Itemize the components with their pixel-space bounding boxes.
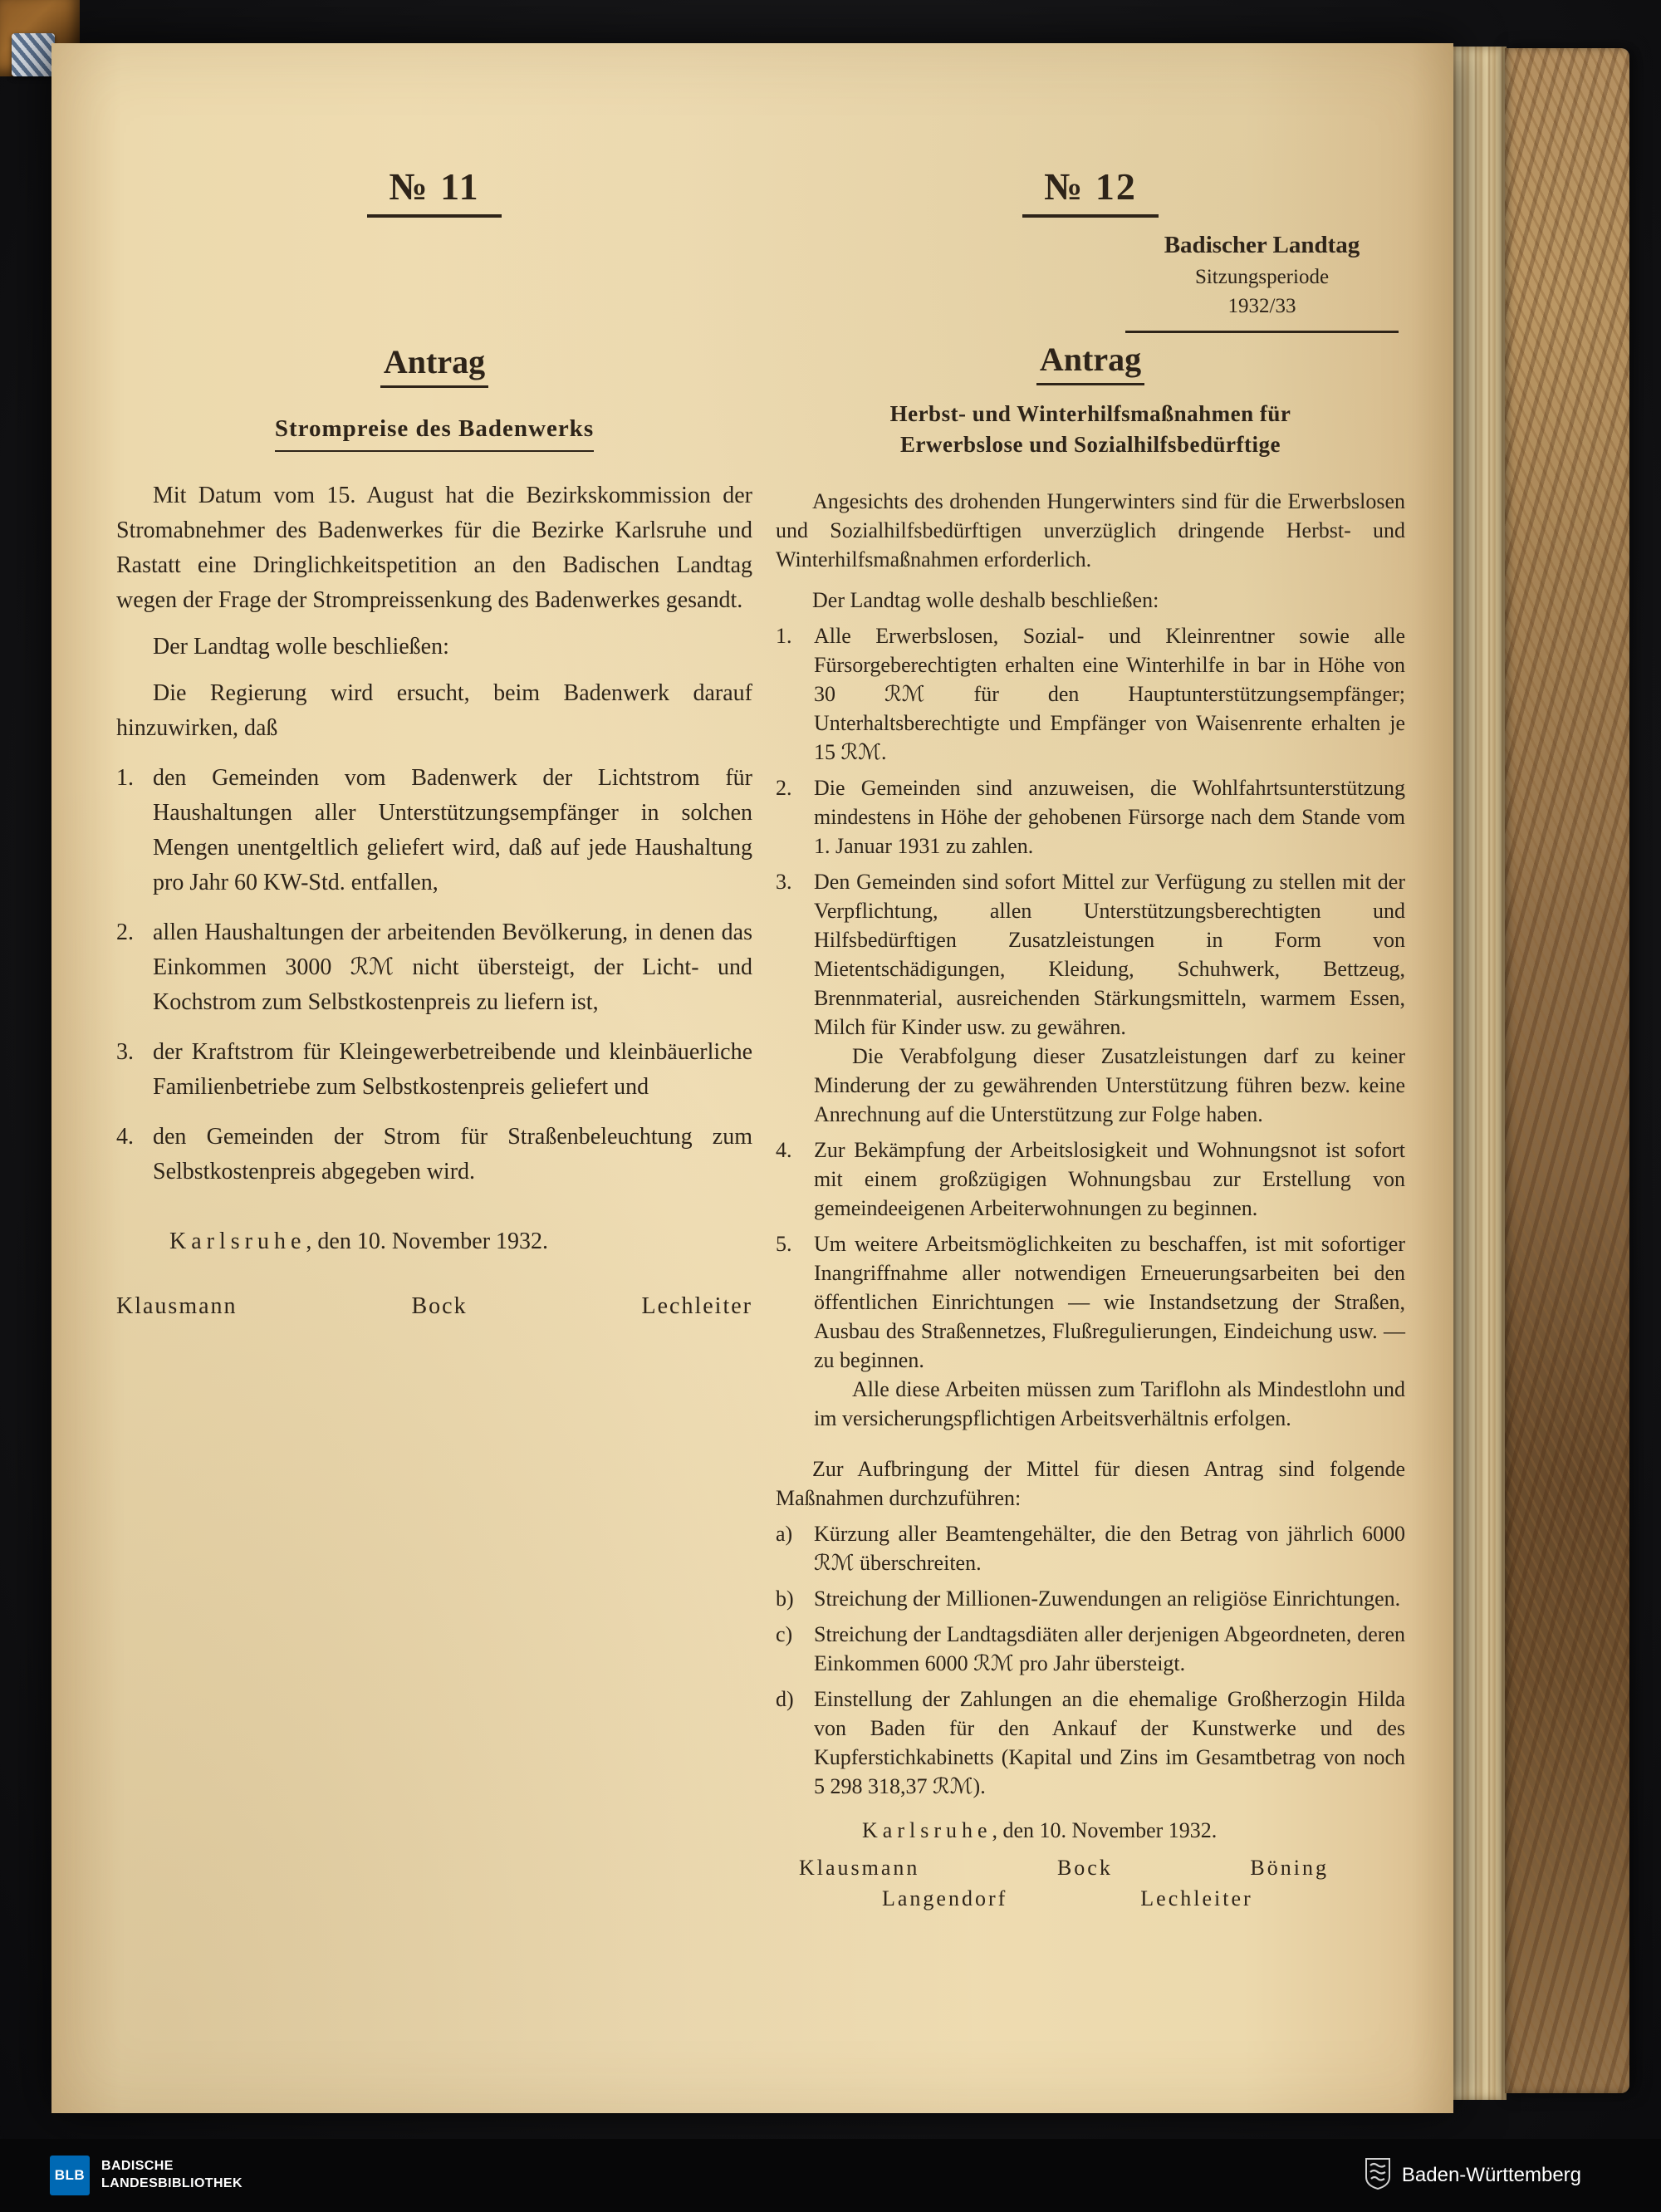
library-name-line1: BADISCHE	[101, 2159, 174, 2174]
list-item	[776, 1584, 1405, 1613]
dateline-rest: , den 10. November 1932.	[306, 1229, 549, 1255]
list-marker: 2.	[776, 775, 792, 800]
state-label: Baden-Württemberg	[1401, 2164, 1581, 2186]
resolution-intro: Der Landtag wolle deshalb beschließen:	[812, 587, 1159, 612]
document-number-text: № 11	[367, 164, 501, 218]
dateline-city: Karlsruhe	[169, 1229, 306, 1255]
funding-list	[776, 1519, 1405, 1801]
list-marker: a)	[776, 1521, 793, 1546]
signature: Klausmann	[116, 1293, 238, 1320]
list-body	[814, 867, 1405, 1129]
antrag-title: Antrag	[116, 342, 752, 388]
dateline-rest: , den 10. November 1932.	[992, 1817, 1218, 1842]
list-text: Zur Bekämpfung der Arbeitslosigkeit und Wohnungsnot ist sofort mit einem großzügigen Wohnungsbau zur Erstellung von gemeindeeigenen Arbeiterwohnungen zu beginnen.	[814, 1137, 1405, 1220]
signatures-row-1	[776, 1853, 1405, 1882]
antrag-subtitle	[776, 399, 1405, 460]
dateline	[776, 1816, 1405, 1845]
library-name	[101, 2158, 243, 2193]
list-marker: 1.	[116, 765, 134, 792]
session-years: 1932/33	[1227, 295, 1296, 318]
list-text: Alle Erwerbslosen, Sozial- und Kleinrentner sowie alle Fürsorgeberechtigten erhalten eine Winterhilfe in bar in Höhe von 30 ℛℳ für den Hauptunterstützungsempfänger; Unterhaltsberechtigte und Empfänger von Waisenrente erhalten je 15 ℛℳ.	[814, 623, 1405, 764]
list-text: Den Gemeinden sind sofort Mittel zur Verfügung zu stellen mit der Verpflichtung, allen Unterstützungsberechtigten und Hilfsbedürftigen Zusatzleistungen in Form von Mietentschädigungen, Kleidung, Schuhwerk, Bettzeug, Brennmaterial, ausreichenden Stärkungsmitteln, warmem Essen, Milch für Kinder usw. zu gewähren.	[814, 869, 1405, 1039]
antrag-title: Antrag	[776, 340, 1405, 385]
list-item	[116, 1120, 752, 1189]
subtitle-line: Herbst- und Winterhilfsmaßnahmen für	[889, 400, 1291, 426]
intro-paragraph: Angesichts des drohenden Hungerwinters sind für die Erwerbslosen und Sozialhilfsbedürftigen unverzüglich dringende Herbst- und Winterhilfsmaßnahmen erforderlich.	[776, 488, 1405, 571]
signature: Bock	[1056, 1855, 1113, 1880]
list-marker: 3.	[116, 1039, 134, 1066]
list-body	[814, 1229, 1405, 1433]
state-branding	[1364, 2157, 1581, 2195]
list-item	[776, 1229, 1405, 1433]
session-header	[1119, 229, 1405, 333]
document-number-text: № 12	[1022, 164, 1159, 218]
list-text: Streichung der Millionen-Zuwendungen an religiöse Einrichtungen.	[814, 1586, 1401, 1611]
scanned-page	[51, 43, 1453, 2113]
document-number	[116, 164, 752, 218]
dateline	[116, 1224, 752, 1259]
list-marker: c)	[776, 1621, 793, 1646]
list-item	[776, 621, 1405, 767]
list-text: den Gemeinden der Strom für Straßenbeleuchtung zum Selbstkostenpreis abgegeben wird.	[153, 1124, 752, 1185]
blb-logo	[50, 2156, 90, 2195]
funding-intro: Zur Aufbringung der Mittel für diesen Antrag sind folgende Maßnahmen durchzuführen:	[776, 1456, 1405, 1510]
list-subparagraph: Die Verabfolgung dieser Zusatzleistungen darf zu keiner Minderung der zu gewährenden Unterstützung führen bezw. keine Anrechnung auf die Unterstützung zur Folge haben.	[814, 1043, 1405, 1126]
signature: Klausmann	[799, 1855, 920, 1880]
book-headband	[12, 33, 55, 76]
signatures-row-2	[776, 1884, 1405, 1913]
request-paragraph: Die Regierung wird ersucht, beim Badenwerk darauf hinzuwirken, daß	[116, 680, 752, 742]
list-item	[776, 1135, 1405, 1223]
list-text: Die Gemeinden sind anzuweisen, die Wohlfahrtsunterstützung mindestens in Höhe der gehobenen Fürsorge nach dem Stande vom 1. Januar 1931 zu zahlen.	[814, 775, 1405, 858]
list-marker: d)	[776, 1686, 794, 1711]
signatures	[116, 1289, 752, 1324]
measures-list	[776, 621, 1405, 1433]
library-name-line2: LANDESBIBLIOTHEK	[101, 2176, 243, 2190]
divider-rule	[1125, 331, 1399, 333]
intro-paragraph: Mit Datum vom 15. August hat die Bezirkskommission der Stromabnehmer des Badenwerkes für die Bezirke Karlsruhe und Rastatt eine Dringlichkeitspetition an den Badischen Landtag wegen der Frage der Strompreissenkung des Badenwerkes gesandt.	[116, 483, 752, 614]
subtitle-line: Erwerbslose und Sozialhilfsbedürftige	[899, 431, 1281, 457]
antrag-subtitle: Strompreise des Badenwerks	[116, 411, 752, 452]
list-item	[116, 1035, 752, 1105]
signature: Lechleiter	[641, 1293, 752, 1320]
list-item	[776, 773, 1405, 861]
viewer-footer	[0, 2139, 1661, 2212]
list-marker: 4.	[116, 1124, 134, 1150]
session-period-label: Sitzungsperiode	[1194, 266, 1330, 289]
list-marker: 5.	[776, 1231, 792, 1256]
list-text: allen Haushaltungen der arbeitenden Bevölkerung, in denen das Einkommen 3000 ℛℳ nicht übersteigt, der Licht- und Kochstrom zum Selbstkostenpreis zu liefern ist,	[153, 920, 752, 1016]
list-text: den Gemeinden vom Badenwerk der Lichtstrom für Haushaltungen aller Unterstützungsempfänger in solchen Mengen unentgeltlich geliefert wird, daß auf jede Haushaltung pro Jahr 60 KW-Std. entfallen,	[153, 765, 752, 896]
list-marker: 1.	[776, 623, 792, 648]
list-item	[776, 867, 1405, 1129]
resolution-intro: Der Landtag wolle beschließen:	[153, 634, 449, 660]
list-item	[116, 915, 752, 1020]
list-marker: 2.	[116, 920, 134, 946]
list-subparagraph: Alle diese Arbeiten müssen zum Tariflohn als Mindestlohn und im versicherungspflichtigen Arbeitsverhältnis erfolgen.	[814, 1376, 1405, 1430]
list-marker: 3.	[776, 869, 792, 894]
signature: Böning	[1250, 1855, 1329, 1880]
list-item	[776, 1519, 1405, 1577]
signature: Lechleiter	[1140, 1886, 1253, 1910]
list-item	[776, 1620, 1405, 1678]
list-marker: b)	[776, 1586, 794, 1611]
document-no-12	[776, 164, 1405, 1913]
parliament-name: Badischer Landtag	[1164, 232, 1360, 259]
blb-logo-text: BLB	[54, 2167, 86, 2183]
document-no-11	[116, 164, 752, 1324]
list-item	[116, 761, 752, 900]
baden-wuerttemberg-coat-of-arms-icon	[1364, 2157, 1392, 2195]
document-number	[776, 164, 1405, 218]
signature: Bock	[411, 1293, 468, 1320]
list-text: der Kraftstrom für Kleingewerbetreibende und kleinbäuerliche Familienbetriebe zum Selbstkostenpreis geliefert und	[153, 1039, 752, 1101]
list-text: Kürzung aller Beamtengehälter, die den Betrag von jährlich 6000 ℛℳ überschreiten.	[814, 1521, 1405, 1575]
list-text: Streichung der Landtagsdiäten aller derjenigen Abgeordneten, deren Einkommen 6000 ℛℳ pro Jahr übersteigt.	[814, 1621, 1405, 1675]
dateline-city: Karlsruhe	[862, 1817, 992, 1842]
list-marker: 4.	[776, 1137, 792, 1162]
list-item	[776, 1685, 1405, 1801]
list-text: Einstellung der Zahlungen an die ehemalige Großherzogin Hilda von Baden für den Ankauf der Kunstwerke und des Kupferstichkabinetts (Kapital und Zins im Gesamtbetrag von noch 5 298 318,37 ℛℳ).	[814, 1686, 1405, 1798]
list-text: Um weitere Arbeitsmöglichkeiten zu beschaffen, ist mit sofortiger Inangriffnahme aller notwendigen Erneuerungsarbeiten bei den öffentlichen Einrichtungen — wie Instandsetzung der Straßen, Ausbau des Straßennetzes, Flußregulierungen, Eindeichung usw. — zu beginnen.	[814, 1231, 1405, 1372]
signature: Langendorf	[882, 1886, 1008, 1910]
marbled-book-cover-edge	[1505, 48, 1629, 2093]
demand-list	[116, 761, 752, 1189]
library-branding	[50, 2156, 243, 2195]
